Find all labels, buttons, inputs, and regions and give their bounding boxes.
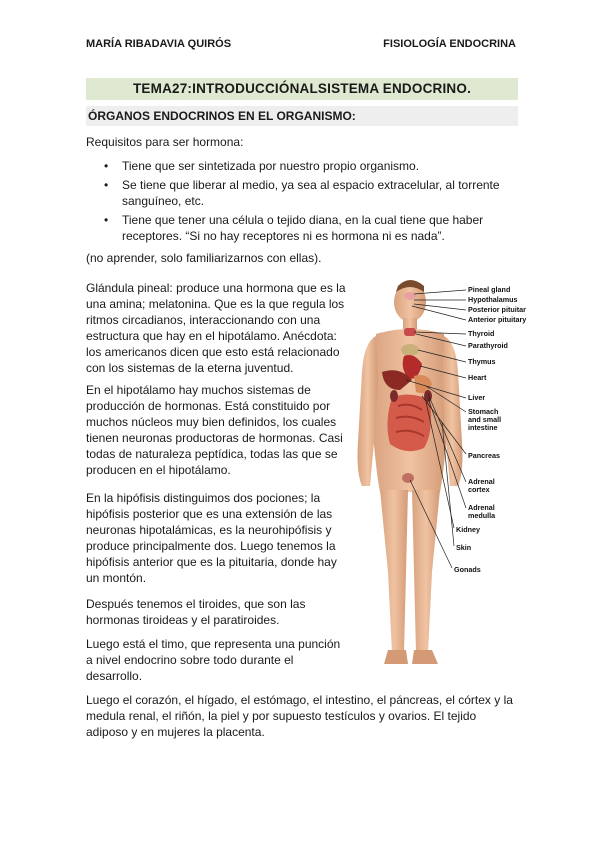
label-hypothalamus: Hypothalamus [468, 295, 518, 304]
section-heading [86, 106, 518, 126]
label-thyroid: Thyroid [468, 329, 495, 338]
label-adrenal-medulla-2: medulla [468, 511, 496, 520]
label-stomach-3: intestine [468, 423, 498, 432]
label-adrenal-medulla-1: Adrenal [468, 503, 495, 512]
anatomy-illustration [348, 272, 526, 684]
label-stomach-1: Stomach [468, 407, 499, 416]
list-item: • Tiene que ser sintetizada por nuestro propio organismo. [86, 158, 518, 174]
label-stomach-2: and small [468, 415, 502, 424]
label-adrenal-cortex-2: cortex [468, 485, 490, 494]
label-thymus: Thymus [468, 357, 496, 366]
label-adrenal-cortex-1: Adrenal [468, 477, 495, 486]
requirements-intro: Requisitos para ser hormona: [86, 135, 244, 149]
label-skin: Skin [456, 543, 472, 552]
list-item: • Tiene que tener una célula o tejido diana, en la cual tiene que haber receptores. “Si no hay receptores ni es hormona ni es nada”. [86, 212, 518, 244]
paragraph-text: Glándula pineal: produce una hormona que es la una amina; melatonina. Que es la que regula los ritmos circadianos, interaccionando con una estructura que hay en el hipotálamo. Anécdota: los americanos dicen que esto está relacionado con los sistemas de la eterna juventud. [86, 281, 346, 375]
label-parathyroid: Parathyroid [468, 341, 508, 350]
paragraph-hypophysis [86, 490, 348, 586]
document-title: TEMA27:INTRODUCCIÓNALSISTEMA ENDOCRINO. [86, 78, 518, 100]
header-author: MARÍA RIBADAVIA QUIRÓS [86, 38, 232, 50]
note-text: (no aprender, solo familiarizarnos con ellas). [86, 251, 322, 265]
label-anterior-pituitary: Anterior pituitary [468, 315, 526, 324]
paragraph-text: En la hipófisis distinguimos dos pociones; la hipófisis posterior que es una extensión de las neuronas hipotalámicas, es la neurohipófisis y produce principalmente dos. Luego tenemos la hipófisis anterior que es la pituitaria, donde hay un montón. [86, 491, 337, 585]
endocrine-anatomy-figure [348, 272, 526, 684]
section-heading-text: ÓRGANOS ENDOCRINOS EN EL ORGANISMO: [88, 109, 356, 123]
paragraph-pineal [86, 280, 348, 376]
paragraph-text: En el hipotálamo hay muchos sistemas de producción de hormonas. Está constituido por muchos núcleos muy bien definidos, los cuales tienen neuronas productoras de hormonas. Casi todas de naturaleza peptídica, todas las que se producen en el hipotálamo. [86, 383, 343, 477]
header-subject: FISIOLOGÍA ENDOCRINA [383, 38, 516, 50]
label-pancreas: Pancreas [468, 451, 500, 460]
list-item: • Se tiene que liberar al medio, ya sea al espacio extracelular, al torrente sanguíneo, etc. [86, 177, 518, 209]
paragraph-thyroid [86, 596, 348, 628]
paragraph-thymus [86, 636, 348, 684]
requirements-list [86, 158, 518, 247]
label-liver: Liver [468, 393, 486, 402]
paragraph-text: Después tenemos el tiroides, que son las hormonas tiroideas y el paratiroides. [86, 597, 306, 627]
closing-paragraph: Luego el corazón, el hígado, el estómago, el intestino, el páncreas, el córtex y la medula renal, el riñón, la piel y por supuesto testículos y ovarios. El tejido adiposo y en mujeres la placenta. [86, 693, 513, 739]
label-posterior-pituitary: Posterior pituitary [468, 305, 526, 314]
paragraph-hypothalamus [86, 382, 348, 478]
paragraph-text: Luego está el timo, que representa una punción a nivel endocrino sobre todo durante el desarrollo. [86, 637, 341, 683]
label-pineal-gland: Pineal gland [468, 285, 511, 294]
label-heart: Heart [468, 373, 487, 382]
label-gonads: Gonads [454, 565, 481, 574]
label-kidney: Kidney [456, 525, 480, 534]
